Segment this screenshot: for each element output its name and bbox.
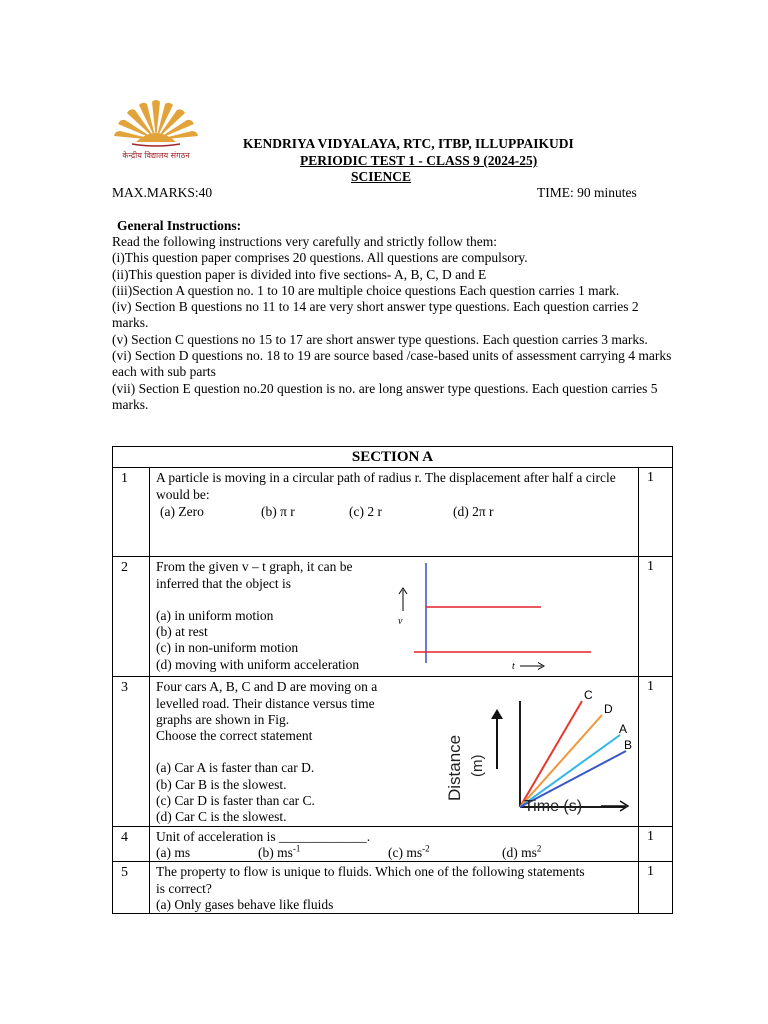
question-text: Four cars A, B, C and D are moving on a levelled road. Their distance versus time graphs are shown in Fig. bbox=[156, 679, 378, 727]
t-label: t bbox=[512, 661, 515, 673]
time-label: Time (s) bbox=[524, 798, 583, 816]
test-title: PERIODIC TEST 1 - CLASS 9 (2024-25) bbox=[300, 153, 538, 168]
instruction-line: (v) Section C questions no 15 to 17 are short answer type questions. Each question carries 3 marks. bbox=[112, 331, 648, 347]
time-allowed: TIME: 90 minutes bbox=[537, 185, 637, 200]
options bbox=[156, 504, 638, 520]
options bbox=[156, 845, 638, 861]
question-cell bbox=[150, 862, 639, 914]
option-a: (a) Car A is faster than car D. bbox=[156, 760, 315, 776]
v-t-graph bbox=[396, 563, 646, 675]
question-text: The property to flow is unique to fluids. Which one of the following statements is correct? bbox=[156, 864, 585, 896]
subject-title: SCIENCE bbox=[351, 169, 412, 184]
question-row-2 bbox=[113, 557, 673, 677]
question-text: A particle is moving in a circular path of radius r. The displacement after half a circle would be: bbox=[156, 470, 616, 502]
instruction-line: Read the following instructions very carefully and strictly follow them: bbox=[112, 234, 498, 249]
question-row-5 bbox=[113, 862, 673, 914]
label-d: D bbox=[604, 702, 613, 717]
label-a: A bbox=[619, 722, 628, 737]
marks: 1 bbox=[639, 826, 673, 862]
marks: 1 bbox=[639, 468, 673, 557]
instruction-line: (vi) Section D questions no. 18 to 19 are source based /case-based units of assessment carrying 4 marks each with sub parts bbox=[112, 348, 672, 380]
marks: 1 bbox=[639, 677, 673, 826]
instruction-line: (i)This question paper comprises 20 questions. All questions are compulsory. bbox=[112, 250, 528, 266]
v-label: v bbox=[398, 616, 403, 628]
section-a-table bbox=[112, 446, 673, 914]
instruction-line: (vii) Section E question no.20 question is no. are long answer type questions. Each question carries 5 marks. bbox=[112, 380, 658, 412]
label-b: B bbox=[624, 738, 633, 753]
question-number: 2 bbox=[113, 557, 150, 677]
question-text: Unit of acceleration is _____________. bbox=[156, 828, 371, 844]
marks: 1 bbox=[639, 862, 673, 914]
max-marks: MAX.MARKS:40 bbox=[112, 185, 213, 200]
sun-rays-logo-icon bbox=[112, 96, 200, 172]
option-c: (c) in non-uniform motion bbox=[156, 640, 299, 656]
question-row-1 bbox=[113, 468, 673, 557]
label-c: C bbox=[584, 688, 593, 703]
option-a: (a) in uniform motion bbox=[156, 607, 274, 623]
section-a-title: SECTION A bbox=[113, 447, 673, 468]
distance-unit: (m) bbox=[469, 754, 486, 778]
question-cell bbox=[150, 468, 639, 557]
option-b: (b) Car B is the slowest. bbox=[156, 776, 287, 792]
logo-text: केन्द्रीय विद्यालय संगठन bbox=[122, 151, 190, 160]
option-d: (d) Car C is the slowest. bbox=[156, 809, 287, 825]
question-number: 1 bbox=[113, 468, 150, 557]
distance-label: Distance bbox=[445, 735, 464, 802]
option-a: (a) ms bbox=[156, 844, 191, 860]
school-name: KENDRIYA VIDYALAYA, RTC, ITBP, ILLUPPAIKUDI bbox=[243, 136, 574, 151]
question-cell bbox=[150, 557, 639, 677]
kvs-logo bbox=[112, 96, 200, 172]
option-a: (a) Zero bbox=[160, 503, 204, 519]
line-a bbox=[520, 735, 620, 807]
instructions-heading: General Instructions: bbox=[117, 218, 242, 233]
option-d: (d) $ms^2$ bbox=[502, 843, 542, 860]
question-number: 5 bbox=[113, 862, 150, 914]
question-cell bbox=[150, 677, 639, 826]
option-d: (d) moving with uniform acceleration bbox=[156, 656, 360, 672]
question-instruction: Choose the correct statement bbox=[156, 728, 313, 744]
option-b: (b) $ms^{-1}$ bbox=[258, 843, 301, 860]
instructions-list bbox=[112, 234, 672, 413]
option-b: (b) π r bbox=[261, 503, 295, 519]
question-number: 3 bbox=[113, 677, 150, 826]
question-row-3 bbox=[113, 677, 673, 826]
option-c: (c) Car D is faster than car C. bbox=[156, 793, 315, 809]
question-number: 4 bbox=[113, 826, 150, 862]
option-c: (c) 2 r bbox=[349, 503, 382, 519]
option-d: (d) 2π r bbox=[453, 503, 494, 519]
instruction-line: (ii)This question paper is divided into five sections- A, B, C, D and E bbox=[112, 266, 487, 282]
option-b: (b) at rest bbox=[156, 624, 208, 640]
instruction-line: (iii)Section A question no. 1 to 10 are multiple choice questions Each question carries 1 mark. bbox=[112, 282, 620, 298]
line-d bbox=[520, 715, 602, 807]
option-c: (c) $ms^{-2}$ bbox=[388, 843, 430, 860]
question-text: From the given v – t graph, it can be inferred that the object is bbox=[156, 559, 353, 591]
option-a: (a) Only gases behave like fluids bbox=[156, 896, 334, 912]
marks: 1 bbox=[639, 557, 673, 677]
question-cell bbox=[150, 826, 639, 862]
question-row-4 bbox=[113, 826, 673, 862]
distance-time-graph bbox=[430, 681, 635, 821]
instruction-line: (iv) Section B questions no 11 to 14 are very short answer type questions. Each question carries 2 marks. bbox=[112, 299, 639, 331]
section-header-row bbox=[113, 447, 673, 468]
